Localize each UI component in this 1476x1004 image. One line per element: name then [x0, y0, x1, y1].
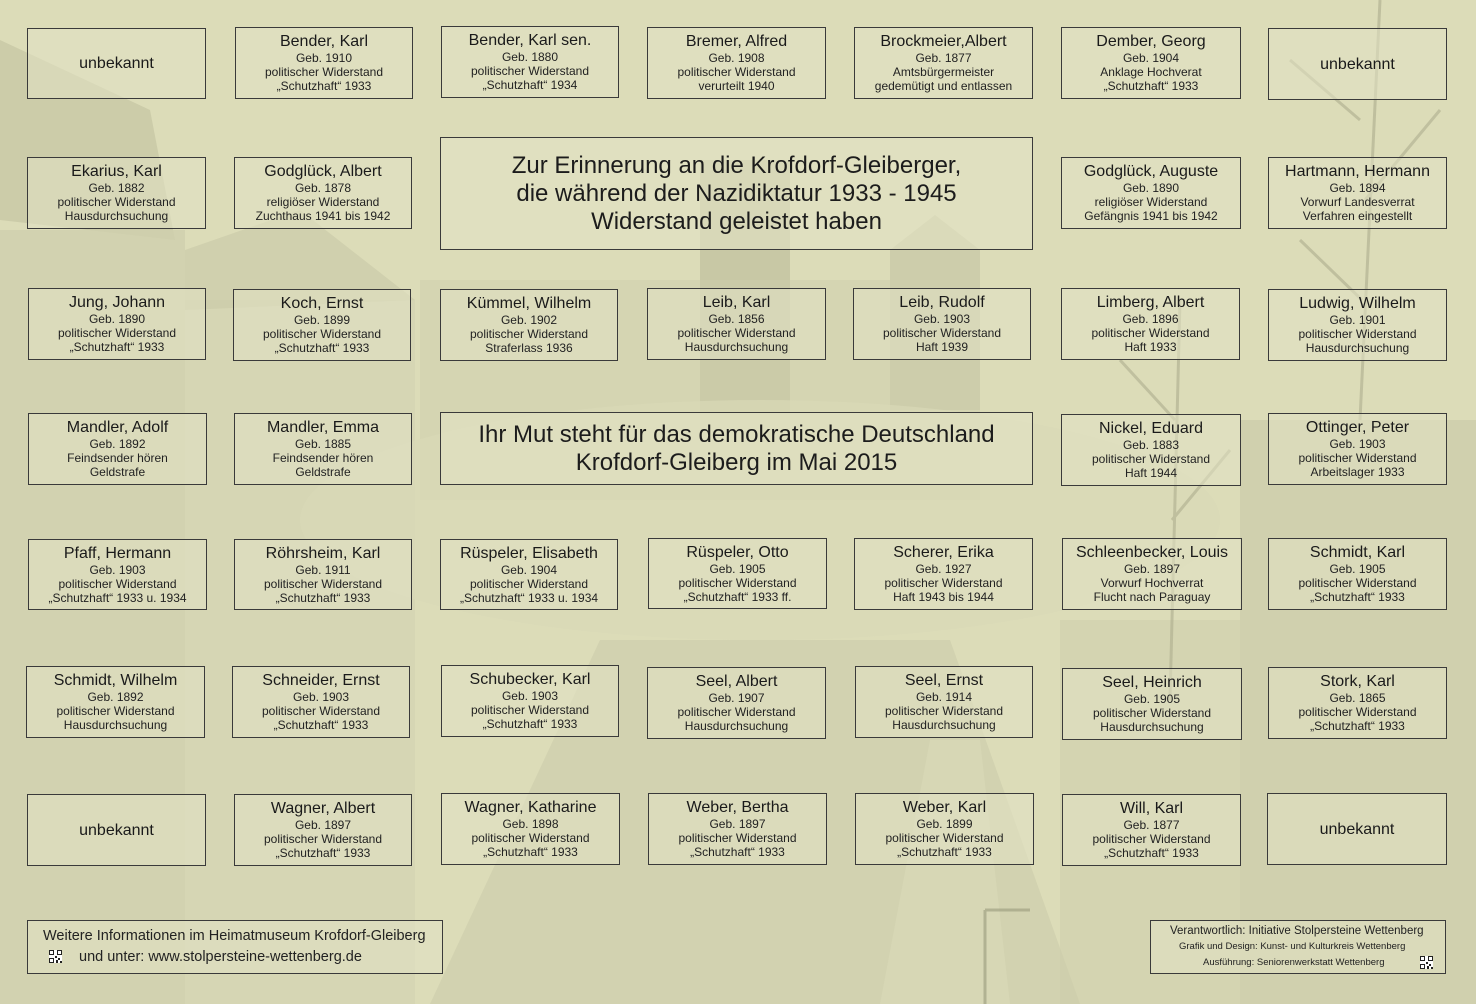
persecution-note: „Schutzhaft“ 1933 [1104, 846, 1199, 860]
persecution-note: „Schutzhaft“ 1933 [275, 846, 371, 860]
person-name: Scherer, Erika [893, 544, 994, 561]
credits-box [1150, 920, 1446, 974]
person-name: Jung, Johann [68, 294, 166, 311]
persecution-note: „Schutzhaft“ 1933 u. 1934 [459, 590, 599, 605]
resistance-type: religiöser Widerstand [1094, 195, 1208, 209]
persecution-note: verurteilt 1940 [698, 79, 775, 93]
memorial-card [854, 27, 1033, 99]
persecution-note: Hausdurchsuchung [892, 718, 996, 732]
resistance-type: politischer Widerstand [469, 327, 589, 341]
persecution-note: Haft 1933 [1124, 340, 1177, 354]
tribute-line: Krofdorf-Gleiberg im Mai 2015 [575, 448, 898, 476]
birth-year: Geb. 1910 [295, 51, 353, 65]
birth-year: Geb. 1892 [87, 690, 144, 704]
heading-line: Widerstand geleistet haben [591, 207, 882, 235]
memorial-card [647, 27, 826, 99]
person-name: Weber, Bertha [686, 799, 789, 816]
resistance-type: politischer Widerstand [58, 576, 177, 591]
birth-year: Geb. 1877 [915, 51, 972, 65]
tribute-line: Ihr Mut steht für das demokratische Deutschland [478, 420, 995, 448]
person-name: Röhrsheim, Karl [265, 544, 381, 562]
resistance-type: politischer Widerstand [1092, 706, 1212, 720]
memorial-card [1061, 414, 1241, 486]
birth-year: Geb. 1903 [1329, 437, 1386, 451]
persecution-note: Haft 1943 bis 1944 [893, 590, 994, 604]
memorial-card [1268, 157, 1447, 229]
memorial-card [233, 289, 411, 361]
resistance-type: politischer Widerstand [470, 703, 590, 717]
memorial-card [1268, 413, 1447, 485]
birth-year: Geb. 1908 [708, 51, 765, 65]
birth-year: Geb. 1901 [1329, 313, 1386, 327]
memorial-card [647, 288, 826, 360]
museum-info-line: Weitere Informationen im Heimatmuseum Krofdorf-Gleiberg [43, 928, 426, 944]
resistance-type: politischer Widerstand [678, 831, 797, 845]
memorial-card [1061, 157, 1241, 229]
person-name: Brockmeier,Albert [880, 33, 1007, 50]
birth-year: Geb. 1903 [89, 562, 146, 577]
resistance-type: politischer Widerstand [264, 65, 384, 79]
memorial-card [1268, 538, 1447, 610]
persecution-note: „Schutzhaft“ 1933 [1103, 79, 1199, 93]
person-name: Limberg, Albert [1096, 294, 1205, 311]
heading-line: Zur Erinnerung an die Krofdorf-Gleiberger, [511, 151, 962, 179]
credits-line: Grafik und Design: Kunst- und Kulturkreis Wettenberg [1179, 941, 1406, 952]
birth-year: Geb. 1905 [1123, 692, 1181, 706]
persecution-note: „Schutzhaft“ 1933 u. 1934 [48, 590, 187, 605]
birth-year: Geb. 1911 [295, 562, 351, 577]
resistance-type: politischer Widerstand [1298, 576, 1417, 590]
person-name: Schleenbecker, Louis [1075, 544, 1229, 561]
person-name: Will, Karl [1119, 800, 1184, 817]
memorial-card [648, 793, 827, 865]
resistance-type: politischer Widerstand [470, 64, 590, 78]
memorial-card [440, 289, 618, 361]
resistance-type: religiöser Widerstand [266, 195, 380, 209]
memorial-card [1268, 28, 1447, 100]
memorial-card [855, 666, 1033, 738]
birth-year: Geb. 1907 [708, 691, 765, 705]
person-name: Wagner, Katharine [464, 799, 597, 816]
resistance-type: Amtsbürgermeister [892, 65, 995, 79]
person-name: Nickel, Eduard [1098, 420, 1204, 437]
resistance-type: politischer Widerstand [1092, 832, 1211, 846]
birth-year: Geb. 1903 [501, 689, 559, 703]
birth-year: Geb. 1927 [915, 562, 972, 576]
website-line: und unter: www.stolpersteine-wettenberg.de [79, 949, 362, 965]
person-name: Wagner, Albert [270, 800, 376, 817]
persecution-note: Straferlass 1936 [485, 341, 573, 355]
memorial-card [441, 793, 620, 865]
resistance-type: Feindsender hören [272, 451, 374, 465]
person-name: Schneider, Ernst [262, 672, 380, 689]
persecution-note: Hausdurchsuchung [64, 209, 169, 223]
person-name: Stork, Karl [1320, 673, 1395, 690]
persecution-note: „Schutzhaft“ 1933 [275, 590, 371, 605]
persecution-note: „Schutzhaft“ 1933 [690, 845, 785, 859]
person-name: Mandler, Emma [266, 419, 380, 436]
memorial-card [853, 288, 1031, 360]
credits-line: Ausführung: Seniorenwerkstatt Wettenberg [1203, 957, 1385, 968]
birth-year: Geb. 1865 [1329, 691, 1386, 705]
persecution-note: Haft 1944 [1124, 466, 1178, 480]
birth-year: Geb. 1890 [1122, 181, 1180, 195]
heading-line: die während der Nazidiktatur 1933 - 1945 [516, 179, 957, 207]
persecution-note: „Schutzhaft“ 1933 [1310, 590, 1405, 604]
birth-year: Geb. 1903 [292, 690, 350, 704]
memorial-card [441, 26, 619, 98]
birth-year: Geb. 1905 [1329, 562, 1386, 576]
persecution-note: Flucht nach Paraguay [1093, 590, 1211, 604]
resistance-type: politischer Widerstand [57, 195, 176, 209]
resistance-type: politischer Widerstand [1091, 326, 1210, 340]
person-name: Schubecker, Karl [469, 671, 591, 688]
persecution-note: Hausdurchsuchung [1305, 341, 1410, 355]
birth-year: Geb. 1899 [293, 313, 351, 327]
persecution-note: gedemütigt und entlassen [874, 79, 1013, 93]
resistance-type: politischer Widerstand [885, 831, 1004, 845]
birth-year: Geb. 1894 [1329, 181, 1386, 195]
memorial-card [648, 538, 827, 609]
memorial-card [234, 413, 412, 485]
memorial-card [234, 157, 412, 229]
persecution-note: Geldstrafe [89, 465, 146, 479]
memorial-card [1062, 538, 1242, 610]
memorial-card [234, 539, 412, 610]
resistance-type: politischer Widerstand [1298, 327, 1417, 341]
memorial-card [28, 413, 207, 485]
birth-year: Geb. 1882 [88, 181, 145, 195]
persecution-note: „Schutzhaft“ 1933 [1310, 719, 1405, 733]
person-name: Seel, Heinrich [1102, 674, 1202, 691]
persecution-note: „Schutzhaft“ 1933 [273, 718, 369, 732]
qr-code-icon [49, 950, 62, 963]
person-name: Kümmel, Wilhelm [466, 295, 592, 312]
birth-year: Geb. 1897 [294, 818, 352, 832]
memorial-card [26, 666, 205, 738]
person-name: Schmidt, Karl [1309, 544, 1406, 561]
resistance-type: politischer Widerstand [882, 326, 1002, 340]
resistance-type: politischer Widerstand [263, 576, 383, 591]
person-name: Ekarius, Karl [71, 163, 162, 180]
resistance-type: Anklage Hochverat [1100, 65, 1202, 79]
memorial-card [647, 667, 826, 739]
resistance-type: politischer Widerstand [1091, 452, 1211, 466]
memorial-card [440, 539, 618, 610]
birth-year: Geb. 1878 [294, 181, 352, 195]
birth-year: Geb. 1877 [1123, 818, 1180, 832]
persecution-note: „Schutzhaft“ 1933 [276, 79, 372, 93]
memorial-card [1062, 794, 1241, 866]
person-name: Rüspeler, Otto [686, 543, 789, 561]
persecution-note: Zuchthaus 1941 bis 1942 [255, 209, 391, 223]
birth-year: Geb. 1904 [1122, 51, 1180, 65]
memorial-card [234, 794, 412, 866]
resistance-type: politischer Widerstand [57, 326, 177, 340]
resistance-type: politischer Widerstand [678, 575, 797, 590]
birth-year: Geb. 1883 [1122, 438, 1180, 452]
persecution-note: Hausdurchsuchung [684, 719, 789, 733]
resistance-type: politischer Widerstand [262, 327, 382, 341]
persecution-note: „Schutzhaft“ 1933 ff. [683, 589, 792, 604]
birth-year: Geb. 1914 [915, 690, 973, 704]
persecution-note: „Schutzhaft“ 1933 [483, 845, 578, 859]
resistance-type: politischer Widerstand [1298, 705, 1417, 719]
resistance-type: politischer Widerstand [677, 65, 796, 79]
persecution-note: „Schutzhaft“ 1933 [897, 845, 992, 859]
qr-code-icon [1420, 956, 1433, 969]
person-name: Hartmann, Hermann [1285, 163, 1430, 180]
birth-year: Geb. 1902 [500, 313, 558, 327]
resistance-type: politischer Widerstand [677, 326, 796, 340]
person-name: unbekannt [1320, 55, 1395, 73]
person-name: Godglück, Albert [264, 163, 382, 180]
memorial-card [1061, 27, 1241, 99]
memorial-card [28, 288, 206, 360]
persecution-note: Haft 1939 [915, 340, 969, 354]
person-name: Mandler, Adolf [66, 419, 169, 436]
person-name: Leib, Rudolf [899, 294, 985, 311]
person-name: Schmidt, Wilhelm [53, 672, 178, 689]
birth-year: Geb. 1856 [708, 312, 765, 326]
memorial-card [27, 28, 206, 99]
person-name: Pfaff, Hermann [63, 544, 172, 562]
persecution-note: Hausdurchsuchung [1100, 720, 1204, 734]
persecution-note: Arbeitslager 1933 [1310, 465, 1405, 479]
memorial-card [27, 157, 206, 229]
memorial-card [1062, 668, 1242, 740]
birth-year: Geb. 1897 [709, 817, 766, 831]
person-name: Bremer, Alfred [685, 33, 788, 50]
person-name: unbekannt [79, 821, 154, 839]
person-name: Rüspeler, Elisabeth [460, 544, 598, 562]
memorial-card [1268, 667, 1447, 739]
resistance-type: politischer Widerstand [56, 704, 175, 718]
memorial-card [28, 539, 207, 610]
person-name: unbekannt [1319, 820, 1395, 838]
person-name: Weber, Karl [902, 799, 987, 816]
resistance-type: politischer Widerstand [884, 704, 1004, 718]
persecution-note: Geldstrafe [295, 465, 351, 479]
person-name: Seel, Ernst [904, 672, 984, 689]
resistance-type: politischer Widerstand [677, 705, 796, 719]
person-name: Godglück, Auguste [1083, 163, 1219, 180]
resistance-type: politischer Widerstand [261, 704, 381, 718]
person-name: Leib, Karl [702, 294, 771, 311]
memorial-card [855, 793, 1034, 865]
memorial-heading [440, 137, 1033, 250]
tribute-banner [440, 412, 1033, 485]
memorial-card [232, 666, 410, 738]
persecution-note: „Schutzhaft“ 1933 [274, 341, 370, 355]
persecution-note: „Schutzhaft“ 1933 [69, 340, 165, 354]
person-name: Koch, Ernst [280, 295, 364, 312]
birth-year: Geb. 1904 [500, 562, 558, 577]
person-name: Bender, Karl sen. [468, 32, 592, 49]
birth-year: Geb. 1896 [1122, 312, 1179, 326]
memorial-card [441, 665, 619, 737]
persecution-note: Gefängnis 1941 bis 1942 [1084, 209, 1218, 223]
resistance-type: politischer Widerstand [263, 832, 383, 846]
resistance-type: Feindsender hören [67, 451, 168, 465]
birth-year: Geb. 1890 [88, 312, 146, 326]
birth-year: Geb. 1899 [916, 817, 973, 831]
resistance-type: politischer Widerstand [1298, 451, 1417, 465]
persecution-note: Verfahren eingestellt [1302, 209, 1413, 223]
memorial-card [1268, 289, 1447, 361]
birth-year: Geb. 1897 [1123, 562, 1181, 576]
resistance-type: politischer Widerstand [884, 576, 1003, 590]
persecution-note: Hausdurchsuchung [63, 718, 168, 732]
birth-year: Geb. 1903 [913, 312, 971, 326]
birth-year: Geb. 1880 [501, 50, 559, 64]
memorial-card [854, 538, 1033, 610]
person-name: unbekannt [79, 55, 154, 72]
resistance-type: politischer Widerstand [471, 831, 590, 845]
memorial-card [235, 27, 413, 99]
memorial-card [1267, 793, 1447, 865]
memorial-card [27, 794, 206, 866]
birth-year: Geb. 1885 [294, 437, 352, 451]
person-name: Ottinger, Peter [1305, 419, 1410, 436]
credits-line: Verantwortlich: Initiative Stolpersteine Wettenberg [1170, 925, 1424, 937]
person-name: Seel, Albert [695, 673, 778, 690]
resistance-type: politischer Widerstand [469, 576, 589, 591]
birth-year: Geb. 1905 [709, 561, 766, 576]
person-name: Dember, Georg [1096, 33, 1206, 50]
persecution-note: Hausdurchsuchung [684, 340, 789, 354]
persecution-note: „Schutzhaft“ 1933 [482, 717, 578, 731]
birth-year: Geb. 1892 [89, 437, 146, 451]
person-name: Ludwig, Wilhelm [1299, 295, 1416, 312]
museum-info-box [27, 920, 443, 974]
birth-year: Geb. 1898 [502, 817, 559, 831]
persecution-note: „Schutzhaft“ 1934 [482, 78, 578, 92]
memorial-card [1061, 288, 1240, 360]
person-name: Bender, Karl [279, 33, 369, 50]
resistance-type: Vorwurf Landesverrat [1300, 195, 1415, 209]
resistance-type: Vorwurf Hochverrat [1100, 576, 1204, 590]
